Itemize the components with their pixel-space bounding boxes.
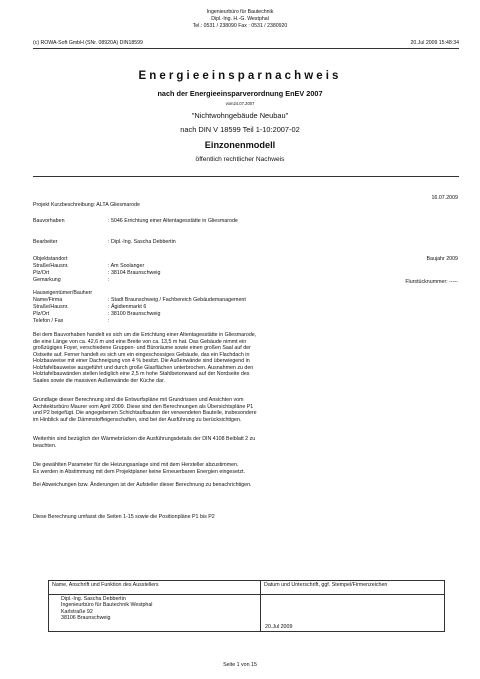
objekt-heading: Objektstandort [33, 256, 68, 262]
owner-phone-label: Telefon / Fax [33, 318, 64, 324]
owner-city-value: : 38100 Braunschweig [108, 311, 161, 317]
thermal-bridge-paragraph: Weiterhin sind bezüglich der Wärmebrücken die Ausführungsdetails der DIN 4108 Beiblatt 2 zu beachten. [33, 436, 256, 449]
objekt-street-label: Straße/Hausnr. [33, 263, 69, 269]
flurstueck-number: Flurstücknummer: ----- [405, 279, 458, 285]
model-type: Einzonenmodell [204, 140, 276, 150]
bauvorhaben-value: : 5046 Errichtung einer Altentagesstätte in Gliesmarode [108, 218, 238, 224]
software-credit: (c) ROWA-Soft GmbH (SNr. 08920A) DIN18599 [33, 40, 143, 46]
owner-city-label: Plz/Ort [33, 311, 50, 317]
signature-header: Datum und Unterschrift, ggf. Stempel/Firmenzeichen [261, 581, 445, 595]
building-type: "Nichtwohngebäude Neubau" [191, 111, 289, 120]
document-subtitle: nach der Energieeinsparverordnung EnEV 2007 [157, 89, 323, 98]
print-datetime: 20.Jul 2009 15:48:34 [410, 40, 459, 46]
letterhead-company: Ingenieurbüro für Bautechnik [206, 9, 274, 15]
document-date: 16.07.2009 [431, 195, 458, 201]
bauvorhaben-label: Bauvorhaben [33, 218, 65, 224]
signature-date: 20.Jul 2009 [261, 595, 445, 632]
issuer-address: Dipl.-Ing. Sascha Debbertin Ingenieurbüro für Bautechnik Westphal Karlstraße 92 38106 Braunschweig [49, 595, 261, 632]
owner-heading: Hauseigentümer/Bauherr [33, 290, 93, 296]
objekt-city-label: Plz/Ort [33, 270, 50, 276]
proof-type: öffentlich rechtlicher Nachweis [195, 156, 285, 163]
title-rule [33, 176, 459, 177]
document-title: Energieeinsparnachweis [138, 70, 342, 82]
owner-street-label: Straße/Hausnr. [33, 304, 69, 310]
owner-phone-value: : [108, 318, 110, 324]
bearbeiter-value: : Dipl.-Ing. Sascha Debbertin [108, 239, 176, 245]
page-footer: Seite 1 von 15 [223, 662, 257, 668]
letterhead-engineer: Dipl.-Ing. H.-G. Westphal [211, 16, 269, 22]
objekt-city-value: : 38104 Braunschweig [108, 270, 161, 276]
heating-paragraph: Die gewählten Parameter für die Heizungsanlage sind mit dem Hersteller abzustimmen. Es werden in Abstimmung mit dem Projektplaner keine Erneuerbaren Energien eingesetzt. [33, 462, 245, 475]
norm-reference: nach DIN V 18599 Teil 1-10:2007-02 [180, 125, 300, 134]
objekt-gemarkung-value: : [108, 277, 110, 283]
letterhead-phone-fax: Tel.: 0531 / 238090 Fax : 0531 / 2380920 [192, 23, 288, 29]
basis-paragraph: Grundlage dieser Berechnung sind die Entwurfspläne mit Grundrissen und Ansichten vom Architekturbüro Maurer vom April 2009. Diese sind den Berechnungen als Übersichtspläne P1 und P2 beigefügt. Die angegebenen Schichtaufbauten der verwendeten Bauteile, insbesondere im Hinblick auf die Dämmstoffeigenschaften, sind bei der Ausführung zu berücksichtigen. [33, 397, 257, 423]
scope-paragraph: Diese Berechnung umfasst die Seiten 1-15 sowie die Positionpläne P1 bis P2 [33, 514, 215, 520]
description-paragraph: Bei dem Bauvorhaben handelt es sich um die Errichtung einer Altentagesstätte in Gliesmarode, die eine Länge von ca. 42,6 m und eine Breite von ca. 13,5 m hat. Das Gebäude nimmt ein großzügiges Foyer, verschiedene Gruppen- und Büroräume sowie einen großen Saal auf der Ostseite auf. Ferner handelt es sich um ein eingeschossiges Gebäude, das ein Flachdach in Holzbauweise mit einer Dachneigung von 4 % besitzt. Die Außenwände sind überwiegend in Holzfafelbauweise ausgeführt und durch große Glasflächen unterbrochen. Ausnahmen zu den Holztafelbauwänden stellen lediglich eine 2,5 m hohe Stahlbetonwand auf der Nordseite des Saales sowie die massiven Außenwände der Küche dar. [33, 332, 257, 384]
project-short-description: Projekt Kurzbeschreibung: ALTA Gliesmarode [33, 202, 140, 208]
owner-name-value: : Stadt Braunschweig / Fachbereich Gebäudemanagement [108, 297, 246, 303]
baujahr: Baujahr 2009 [426, 256, 458, 262]
issuer-header: Name, Anschrift und Funktion des Ausstellers [49, 581, 261, 595]
changes-paragraph: Bei Abweichungen bzw. Änderungen ist der Aufsteller dieser Berechnung zu benachrichtigen. [33, 482, 252, 488]
owner-street-value: : Ägidienmarkt 6 [108, 304, 147, 310]
bearbeiter-label: Bearbeiter [33, 239, 58, 245]
header-rule [33, 48, 459, 49]
objekt-street-value: : Am Soolanger [108, 263, 145, 269]
objekt-gemarkung-label: Gemarkung [33, 277, 61, 283]
owner-name-label: Name/Firma [33, 297, 63, 303]
signature-table [48, 580, 445, 632]
regulation-version: vom24.07.2007 [225, 101, 255, 106]
